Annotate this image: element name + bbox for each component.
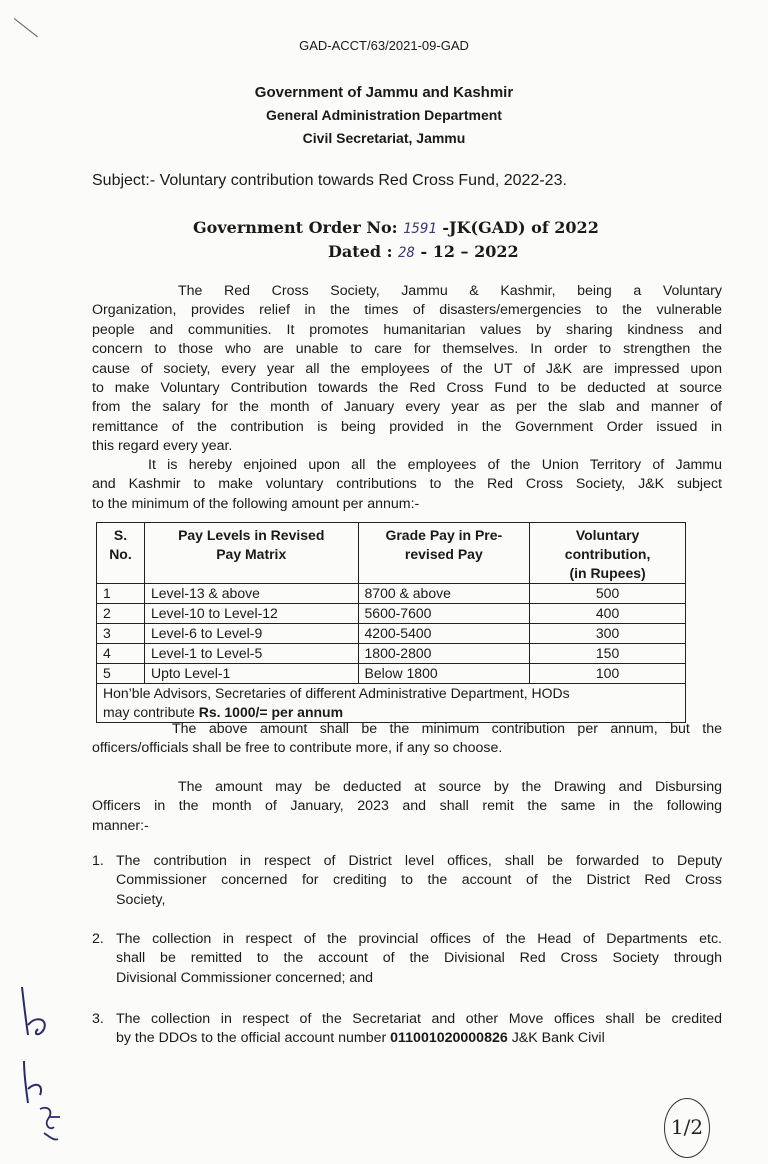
date-day-handwritten: 28 (398, 245, 415, 261)
cell-grade: 4200-5400 (358, 624, 530, 644)
paragraph-intro (92, 282, 722, 457)
cell-grade: 5600-7600 (358, 604, 530, 624)
order-number-line (193, 218, 599, 237)
paragraph-line: people and communities. It promotes humanitarian values by sharing kindness and (92, 321, 722, 338)
table-row (97, 604, 686, 624)
paragraph-line: manner:- (92, 817, 149, 834)
cell-level: Level-1 to Level-5 (144, 644, 358, 664)
paragraph-line: remittance of the contribution is being provided in the Government Order issued in (92, 418, 722, 435)
page-number-mark: 1/2 (664, 1098, 710, 1158)
table-row (97, 624, 686, 644)
list-number: 3. (92, 1011, 104, 1027)
cell-amount: 150 (530, 644, 686, 664)
paragraph-line: Officers in the month of January, 2023 and shall remit the same in the following (92, 798, 722, 815)
secretariat-heading: Civil Secretariat, Jammu (302, 130, 466, 146)
header-sno: S. No. (97, 523, 145, 584)
cell-amount: 100 (530, 664, 686, 684)
cell-sno: 2 (97, 604, 145, 624)
paragraph-line: officers/officials shall be free to contribute more, if any so choose. (92, 740, 503, 757)
subject-line: Subject:- Voluntary contribution towards Red Cross Fund, 2022-23. (92, 172, 567, 189)
cell-sno: 1 (97, 584, 145, 604)
footer-amount: Rs. 1000/= per annum (198, 704, 344, 720)
cell-grade: Below 1800 (358, 664, 530, 684)
paragraph-line: cause of society, every year all the employees of the UT of J&K are impressed upon (92, 360, 722, 377)
account-number: 011001020000826 (390, 1030, 508, 1047)
paragraph-line: concern to those who are unable to care for themselves. In order to strengthen the (92, 341, 722, 358)
order-number-handwritten: 1591 (403, 221, 437, 237)
cell-grade: 1800-2800 (358, 644, 530, 664)
table-row (97, 664, 686, 684)
order-suffix: -JK(GAD) of 2022 (436, 218, 599, 237)
paragraph-line: The Red Cross Society, Jammu & Kashmir, being a Voluntary (178, 283, 722, 299)
cell-sno: 4 (97, 644, 145, 664)
dated-suffix: - 12 – 2022 (414, 242, 519, 261)
table-header-row (97, 523, 686, 584)
department-heading: General Administration Department (266, 107, 502, 123)
list-line: Commissioner concerned for crediting to the account of the District Red Cross (116, 872, 722, 889)
cell-sno: 5 (97, 664, 145, 684)
handwritten-initials (14, 985, 62, 1145)
order-prefix: Government Order No: (193, 218, 404, 237)
header-grade-pay: Grade Pay in Pre- revised Pay (358, 523, 530, 584)
paragraph-line: The amount may be deducted at source by the Drawing and Disbursing (178, 779, 722, 795)
list-line: The collection in respect of the provincial offices of the Head of Departments etc. (116, 931, 722, 947)
list-line: The collection in respect of the Secretariat and other Move offices shall be credited (116, 1011, 722, 1027)
list-item (92, 930, 722, 988)
cell-level: Level-6 to Level-9 (144, 624, 358, 644)
cell-amount: 300 (530, 624, 686, 644)
list-line: Society, (116, 891, 166, 908)
cell-amount: 400 (530, 604, 686, 624)
cell-sno: 3 (97, 624, 145, 644)
list-item (92, 852, 722, 910)
list-line: by the DDOs to the official account number 011001020000826 J&K Bank Civil (116, 1030, 605, 1047)
cell-level: Level-13 & above (144, 584, 358, 604)
government-heading: Government of Jammu and Kashmir (254, 84, 514, 101)
header-contribution: Voluntary contribution, (in Rupees) (530, 523, 686, 584)
paragraph-deduction (92, 778, 722, 836)
scan-mark (14, 18, 38, 38)
list-line: The contribution in respect of District level offices, shall be forwarded to Deputy (116, 853, 722, 869)
footer-line: Hon’ble Advisors, Secretaries of different Administrative Department, HODs (103, 685, 570, 701)
cell-amount: 500 (530, 584, 686, 604)
list-number: 1. (92, 853, 104, 869)
reference-number: GAD-ACCT/63/2021-09-GAD (299, 38, 469, 53)
cell-grade: 8700 & above (358, 584, 530, 604)
paragraph-line: this regard every year. (92, 438, 233, 455)
paragraph-line: The above amount shall be the minimum contribution per annum, but the (172, 721, 722, 737)
paragraph-line: to the minimum of the following amount per annum:- (92, 495, 420, 512)
paragraph-line: from the salary for the month of January every year as per the slab and manner of (92, 399, 722, 416)
footer-prefix: may contribute (103, 704, 199, 720)
paragraph-minimum (92, 720, 722, 759)
contribution-slab-table (96, 522, 686, 723)
dated-prefix: Dated : (328, 242, 399, 261)
list-line: shall be remitted to the account of the Divisional Red Cross Society through (116, 950, 722, 967)
table-row (97, 584, 686, 604)
list-item (92, 1010, 722, 1049)
paragraph-enjoined (92, 456, 722, 514)
table-footer-cell (97, 684, 686, 723)
table-row (97, 644, 686, 664)
list-line: Divisional Commissioner concerned; and (116, 969, 374, 986)
header-pay-levels: Pay Levels in Revised Pay Matrix (144, 523, 358, 584)
paragraph-line: and Kashmir to make voluntary contributions to the Red Cross Society, J&K subject (92, 476, 722, 493)
paragraph-line: to make Voluntary Contribution towards the Red Cross Fund to be deducted at source (92, 380, 722, 397)
paragraph-line: Organization, provides relief in the times of disasters/emergencies to the vulnerable (92, 302, 722, 319)
table-footer-row (97, 684, 686, 723)
cell-level: Upto Level-1 (144, 664, 358, 684)
paragraph-line: It is hereby enjoined upon all the employees of the Union Territory of Jammu (148, 457, 722, 473)
cell-level: Level-10 to Level-12 (144, 604, 358, 624)
list-number: 2. (92, 931, 104, 947)
order-date-line (328, 242, 519, 261)
